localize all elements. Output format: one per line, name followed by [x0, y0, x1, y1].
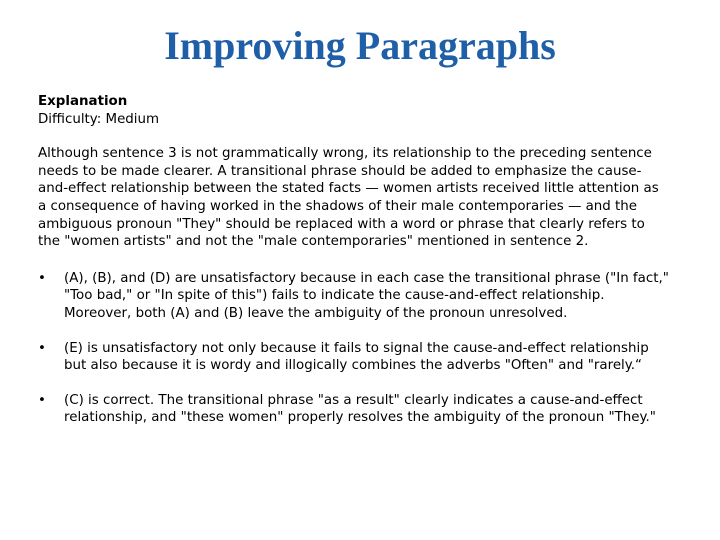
- explanation-heading: Explanation: [38, 94, 128, 109]
- list-item: [38, 270, 670, 323]
- slide-content: [38, 93, 670, 444]
- bullet-text: (C) is correct. The transitional phrase "as a result" clearly indicates a cause-and-effect relationship, and "these women" properly resolves the ambiguity of the pronoun "They.": [64, 392, 656, 426]
- bullet-text: (A), (B), and (D) are unsatisfactory because in each case the transitional phrase ("In fact," "Too bad," or "In spite of this") fails to indicate the cause-and-effect relationship. Moreover, both (A) and (B) leave the ambiguity of the pronoun unresolved.: [64, 270, 669, 321]
- list-item: [38, 340, 670, 375]
- explanation-paragraph: Although sentence 3 is not grammatically wrong, its relationship to the preceding sentence needs to be made clearer. A transitional phrase should be added to emphasize the cause-and-effect relationship between the stated facts — women artists received little attention as a consequence of having worked in the shadows of their male contemporaries — and the ambiguous pronoun "They" should be replaced with a word or phrase that clearly refers to the "women artists" and not the "male contemporaries" mentioned in sentence 2.: [38, 146, 659, 250]
- slide-title: Improving Paragraphs: [164, 23, 556, 68]
- bullet-text: (E) is unsatisfactory not only because it fails to signal the cause-and-effect relationship but also because it is wordy and illogically combines the adverbs "Often" and "rarely.“: [64, 340, 649, 374]
- list-item: [38, 392, 670, 427]
- answer-bullet-list: [38, 270, 670, 427]
- bullet-icon: •: [38, 392, 46, 408]
- bullet-icon: •: [38, 270, 46, 286]
- bullet-icon: •: [38, 340, 46, 356]
- difficulty-label: Difficulty: Medium: [38, 111, 160, 127]
